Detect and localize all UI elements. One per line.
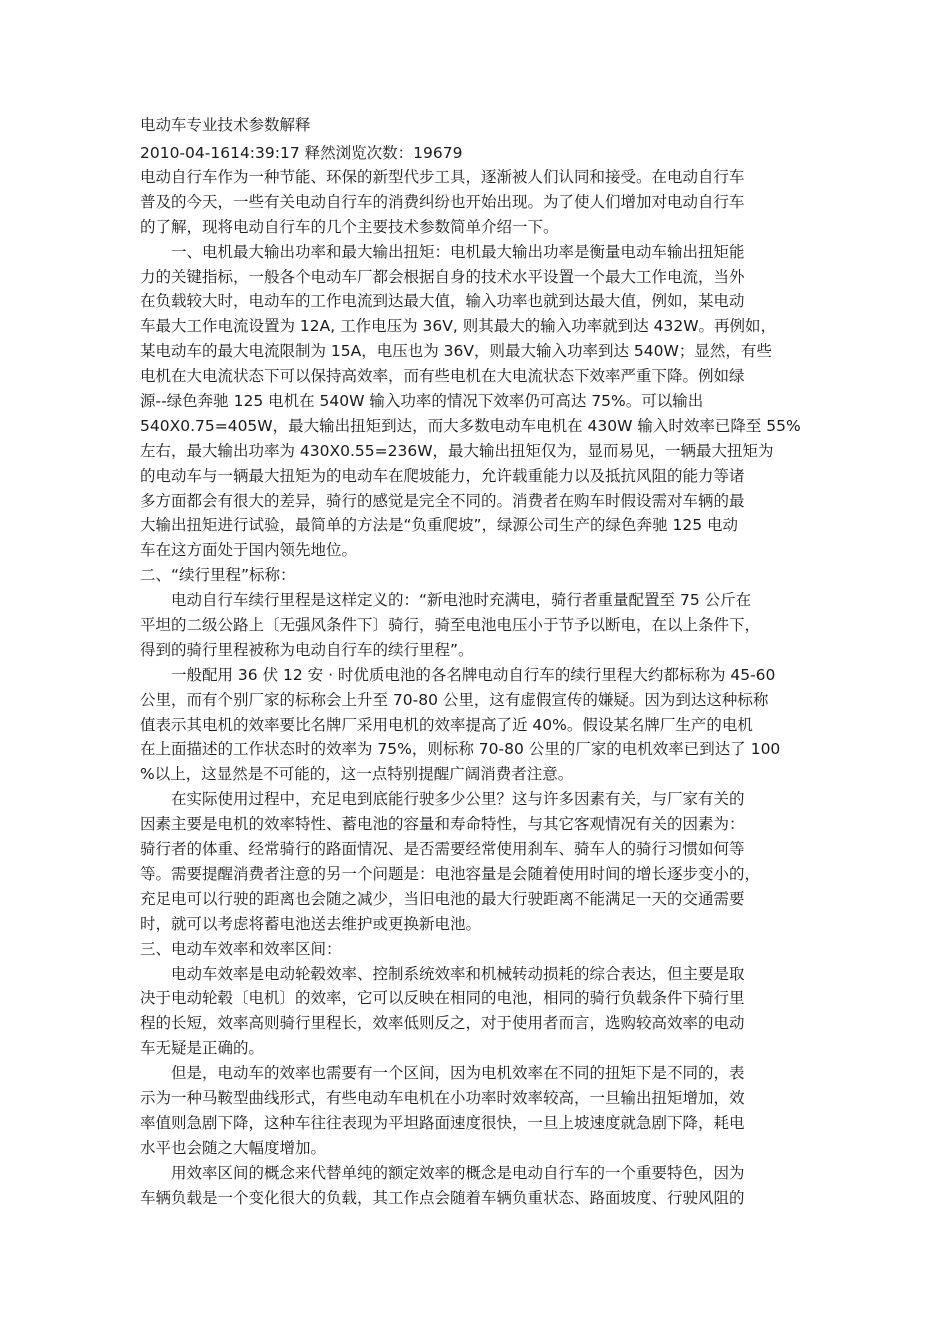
body-text-line: 在负载较大时，电动车的工作电流到达最大值，输入功率也就到达最大值，例如，某电动: [140, 292, 745, 311]
body-text-line: 电动自行车续行里程是这样定义的：“新电池时充满电，骑行者重量配置至 75 公斤在: [140, 591, 752, 610]
document-meta: 2010-04-1614:39:17 释然浏览次数：19679: [140, 144, 463, 162]
body-text-line: %以上，这显然是不可能的，这一点特别提醒广阔消费者注意。: [140, 765, 574, 784]
body-text-line: 一般配用 36 伏 12 安 · 时优质电池的各名牌电动自行车的续行里程大约都标称为 45-60: [140, 665, 776, 684]
document-title: 电动车专业技术参数解释: [140, 116, 311, 134]
body-text-line: 率值则急剧下降，这种车往往表现为平坦路面速度很快，一旦上坡速度就急剧下降，耗电: [140, 1113, 745, 1132]
body-text-line: 二、“续行里程”标称：: [140, 566, 296, 585]
body-text-line: 决于电动轮毂〔电机〕的效率，它可以反映在相同的电池，相同的骑行负载条件下骑行里: [140, 989, 745, 1008]
body-text-line: 车最大工作电流设置为 12A, 工作电压为 36V, 则其最大的输入功率就到达 432W。再例如，: [140, 317, 777, 336]
body-text-line: 左右，最大输出功率为 430X0.55=236W，最大输出扭矩仅为，显而易见，一辆最大扭矩为: [140, 441, 774, 460]
body-text-line: 在上面描述的工作状态时的效率为 75%，则标称 70-80 公里的厂家的电机效率已到达了 100: [140, 740, 781, 759]
body-text-line: 但是，电动车的效率也需要有一个区间，因为电机效率在不同的扭矩下是不同的，表: [140, 1064, 745, 1083]
body-text-line: 平坦的二级公路上〔无强风条件下〕骑行，骑至电池电压小于节予以断电，在以上条件下，: [140, 616, 761, 635]
body-text-line: 电动车效率是电动轮毂效率、控制系统效率和机械转动损耗的综合表达，但主要是取: [140, 964, 745, 983]
body-text-line: 大输出扭矩进行试验，最简单的方法是“负重爬坡”，绿源公司生产的绿色奔驰 125 电动: [140, 516, 739, 535]
body-text-line: 骑行者的体重、经常骑行的路面情况、是否需要经常使用刹车、骑车人的骑行习惯如何等: [140, 840, 745, 859]
body-text-line: 的电动车与一辆最大扭矩为的电动车在爬坡能力，允许载重能力以及抵抗风阻的能力等诸: [140, 466, 745, 485]
body-text-line: 电机在大电流状态下可以保持高效率，而有些电机在大电流状态下效率严重下降。例如绿: [140, 367, 745, 386]
body-text-line: 车无疑是正确的。: [140, 1039, 265, 1058]
body-text-line: 某电动车的最大电流限制为 15A，电压也为 36V，则最大输入功率到达 540W；显然，有些: [140, 342, 772, 361]
body-text-line: 值表示其电机的效率要比名牌厂采用电机的效率提高了近 40%。假设某名牌厂生产的电机: [140, 715, 753, 734]
document-page: [140, 112, 830, 1210]
body-text-line: 源--绿色奔驰 125 电机在 540W 输入功率的情况下效率仍可高达 75%。可以输出: [140, 392, 704, 411]
body-text-line: 车在这方面处于国内领先地位。: [140, 541, 358, 560]
body-text-line: 程的长短，效率高则骑行里程长，效率低则反之，对于使用者而言，选购较高效率的电动: [140, 1014, 745, 1033]
body-text-line: 车辆负载是一个变化很大的负载，其工作点会随着车辆负重状态、路面坡度、行驶风阻的: [140, 1188, 745, 1207]
body-text-line: 电动自行车作为一种节能、环保的新型代步工具，逐渐被人们认同和接受。在电动自行车: [140, 168, 745, 186]
body-text-line: 因素主要是电机的效率特性、蓄电池的容量和寿命特性，与其它客观情况有关的因素为：: [140, 815, 745, 834]
body-text-line: 示为一种马鞍型曲线形式，有些电动车电机在小功率时效率较高，一旦输出扭矩增加，效: [140, 1088, 745, 1107]
body-text-line: 普及的今天，一些有关电动自行车的消费纠纷也开始出现。为了使人们增加对电动自行车: [140, 192, 745, 211]
document-body: [140, 165, 830, 1210]
body-text-line: 的了解，现将电动自行车的几个主要技术参数简单介绍一下。: [140, 217, 559, 236]
body-text-line: 时，就可以考虑将蓄电池送去维护或更换新电池。: [140, 914, 482, 933]
body-text-line: 得到的骑行里程被称为电动自行车的续行里程”。: [140, 640, 474, 659]
body-text-line: 力的关键指标，一般各个电动车厂都会根据自身的技术水平设置一个最大工作电流，当外: [140, 267, 745, 286]
body-text-line: 多方面都会有很大的差异，骑行的感觉是完全不同的。消费者在购车时假设需对车辆的最: [140, 491, 745, 510]
body-text-line: 水平也会随之大幅度增加。: [140, 1138, 327, 1157]
body-text-line: 充足电可以行驶的距离也会随之减少，当旧电池的最大行驶距离不能满足一天的交通需要: [140, 889, 745, 908]
body-text-line: 三、电动车效率和效率区间：: [140, 939, 342, 958]
body-text-line: 等。需要提醒消费者注意的另一个问题是：电池容量是会随着使用时间的增长逐步变小的，: [140, 864, 761, 883]
body-text-line: 540X0.75=405W，最大输出扭矩到达，而大多数电动车电机在 430W 输入时效率已降至 55%: [140, 416, 801, 435]
body-text-line: 用效率区间的概念来代替单纯的额定效率的概念是电动自行车的一个重要特色，因为: [140, 1163, 745, 1182]
body-text-line: 一、电机最大输出功率和最大输出扭矩：电机最大输出功率是衡量电动车输出扭矩能: [140, 242, 745, 261]
body-text-line: 在实际使用过程中，充足电到底能行驶多少公里？这与许多因素有关，与厂家有关的: [140, 790, 745, 809]
body-text-line: 公里，而有个别厂家的标称会上升至 70-80 公里，这有虚假宣传的嫌疑。因为到达这种标称: [140, 690, 769, 709]
